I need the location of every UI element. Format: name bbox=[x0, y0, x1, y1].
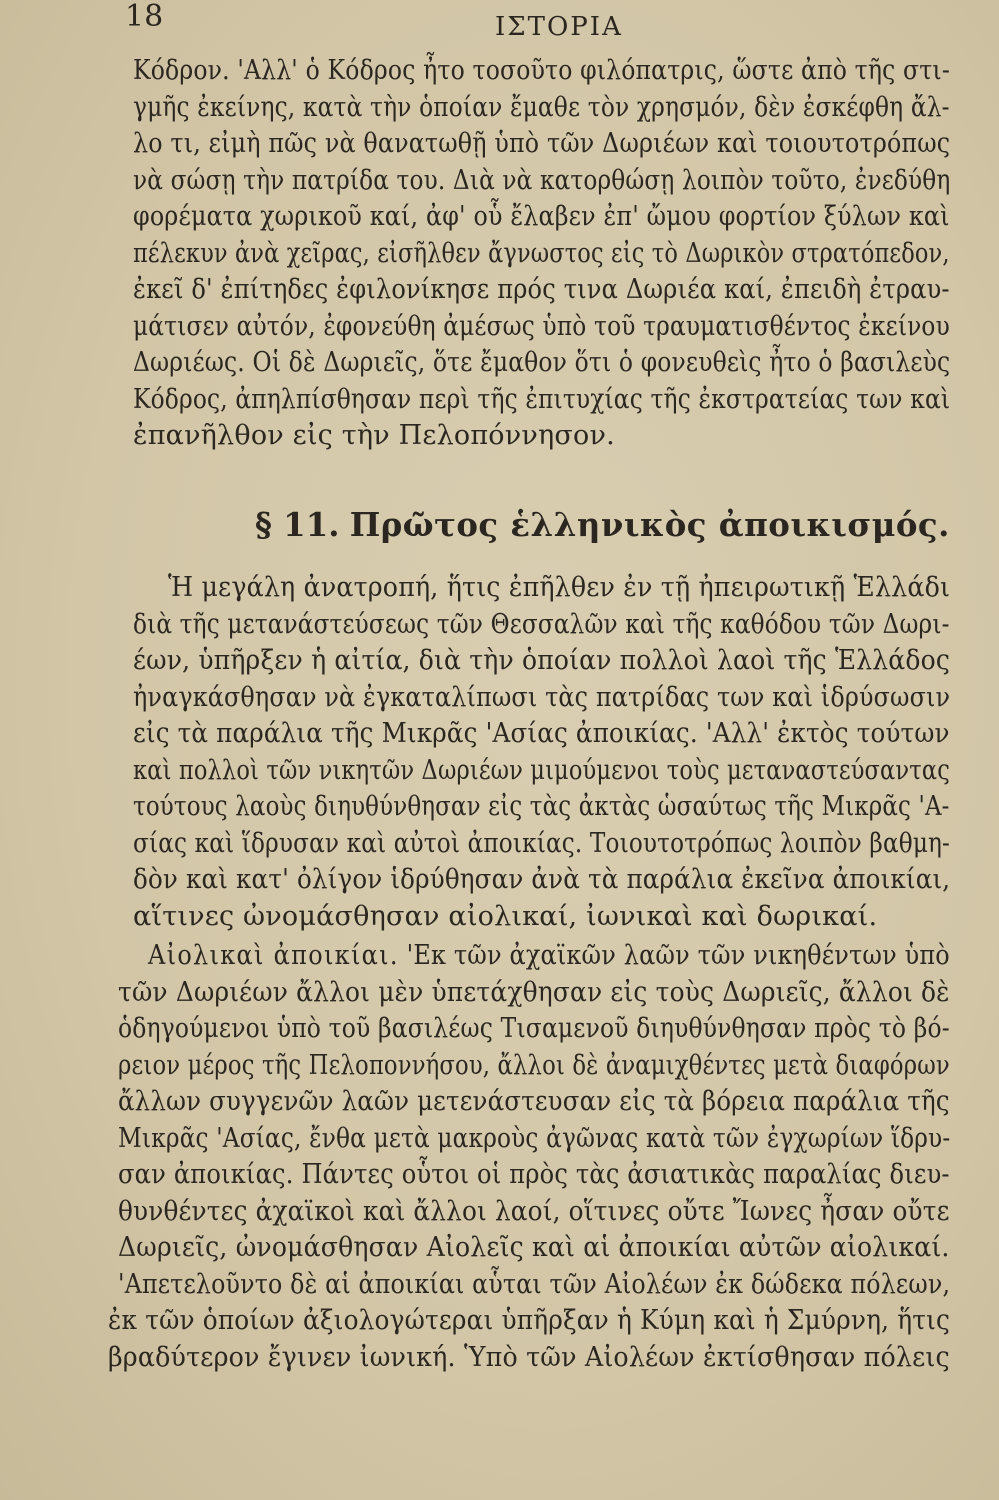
page-number: 18 bbox=[125, 0, 164, 34]
text-line: ὁδηγούμενοι ὑπὸ τοῦ βασιλέως Τισαμενοῦ διηυθύνθησαν πρὸς τὸ βό- bbox=[118, 1013, 950, 1044]
text-line: γμῆς ἐκείνης, κατὰ τὴν ὁποίαν ἔμαθε τὸν χρησμόν, δὲν ἐσκέφθη ἄλ- bbox=[133, 92, 950, 123]
text-line: 'Απετελοῦντο δὲ αἱ ἀποικίαι αὗται τῶν Αἰολέων ἐκ δώδεκα πόλεων, bbox=[118, 1269, 951, 1300]
text-line: Δωριεῖς, ὠνομάσθησαν Αἰολεῖς καὶ αἱ ἀποικίαι αὐτῶν αἰολικαί. bbox=[118, 1232, 950, 1263]
text-line: ἐπανῆλθον εἰς τὴν Πελοπόννησον. bbox=[133, 420, 615, 451]
text-line: σαν ἀποικίας. Πάντες οὗτοι οἱ πρὸς τὰς ἀσιατικὰς παραλίας διευ- bbox=[118, 1159, 950, 1190]
text-line: τῶν Δωριέων ἄλλοι μὲν ὑπετάχθησαν εἰς τοὺς Δωριεῖς, ἄλλοι δὲ bbox=[118, 977, 950, 1008]
text-line: λο τι, εἰμὴ πῶς νὰ θανατωθῇ ὑπὸ τῶν Δωριέων καὶ τοιουτοτρόπως bbox=[133, 128, 951, 159]
text-line: Δωριέως. Οἱ δὲ Δωριεῖς, ὅτε ἔμαθον ὅτι ὁ φονευθεὶς ἦτο ὁ βασιλεὺς bbox=[133, 347, 951, 378]
section-title: Πρῶτος ἑλληνικὸς ἀποικισμός. bbox=[349, 505, 950, 544]
text-line: βραδύτερον ἔγινεν ἰωνική. Ὑπὸ τῶν Αἰολέων ἐκτίσθησαν πόλεις bbox=[108, 1342, 950, 1373]
text-line: ἐκεῖ δ' ἐπίτηδες ἐφιλονίκησε πρός τινα Δωριέα καί, ἐπειδὴ ἐτραυ- bbox=[133, 274, 950, 305]
text-line: έων, ὑπῆρξεν ἡ αἰτία, διὰ τὴν ὁποίαν πολλοὶ λαοὶ τῆς Ἑλλάδος bbox=[133, 645, 951, 676]
text-line: διὰ τῆς μετανάστεύσεως τῶν Θεσσαλῶν καὶ τῆς καθόδου τῶν Δωρι- bbox=[133, 609, 950, 640]
text-line: μάτισεν αὐτόν, ἐφονεύθη ἀμέσως ὑπὸ τοῦ τραυματισθέντος ἐκείνου bbox=[133, 311, 950, 342]
text-line: ρειον μέρος τῆς Πελοποννήσου, ἄλλοι δὲ ἀναμιχθέντες μετὰ διαφόρων bbox=[118, 1050, 950, 1081]
text-line: τούτους λαοὺς διηυθύνθησαν εἰς τὰς ἀκτὰς ὡσαύτως τῆς Μικρᾶς 'Α- bbox=[133, 791, 950, 822]
text-line: Ἡ μεγάλη ἀνατροπή, ἥτις ἐπῆλθεν ἐν τῇ ἠπειρωτικῇ Ἑλλάδι bbox=[168, 572, 951, 603]
text-line: φορέματα χωρικοῦ καί, ἀφ' οὗ ἔλαβεν ἐπ' ὤμου φορτίον ξύλων καὶ bbox=[133, 201, 950, 232]
text-line: ἄλλων συγγενῶν λαῶν μετενάστευσαν εἰς τὰ βόρεια παράλια τῆς bbox=[118, 1086, 950, 1117]
text-line bbox=[148, 940, 950, 972]
text-line: καὶ πολλοὶ τῶν νικητῶν Δωριέων μιμούμενοι τοὺς μεταναστεύσαντας bbox=[133, 755, 950, 786]
running-head: ΙΣΤΟΡΙΑ bbox=[495, 12, 623, 42]
text-line: Κόδρος, ἀπηλπίσθησαν περὶ τῆς ἐπιτυχίας τῆς ἐκστρατείας των καὶ bbox=[133, 384, 951, 415]
text-line: Κόδρον. 'Αλλ' ὁ Κόδρος ἦτο τοσοῦτο φιλόπατρις, ὥστε ἀπὸ τῆς στι- bbox=[133, 55, 950, 86]
paragraph-lead: Αἰολικαὶ ἀποικίαι. bbox=[148, 940, 399, 971]
text-line: Μικρᾶς 'Ασίας, ἔνθα μετὰ μακροὺς ἀγῶνας κατὰ τῶν ἐγχωρίων ἵδρυ- bbox=[118, 1123, 951, 1154]
text-line: πέλεκυν ἀνὰ χεῖρας, εἰσῆλθεν ἄγνωστος εἰς τὸ Δωρικὸν στρατόπεδον, bbox=[133, 238, 950, 269]
section-heading bbox=[255, 505, 950, 545]
text-line: δὸν καὶ κατ' ὀλίγον ἱδρύθησαν ἀνὰ τὰ παράλια ἐκεῖνα ἀποικίαι, bbox=[133, 864, 951, 895]
text-line: εἰς τὰ παράλια τῆς Μικρᾶς 'Ασίας ἀποικίας. 'Αλλ' ἐκτὸς τούτων bbox=[133, 718, 950, 749]
section-number: § 11. bbox=[255, 505, 340, 544]
text-line: σίας καὶ ἵδρυσαν καὶ αὐτοὶ ἀποικίας. Τοιουτοτρόπως λοιπὸν βαθμη- bbox=[133, 828, 951, 859]
text-line: αἵτινες ὠνομάσθησαν αἰολικαί, ἰωνικαὶ καὶ δωρικαί. bbox=[133, 901, 878, 932]
text-line: ἠναγκάσθησαν νὰ ἐγκαταλίπωσι τὰς πατρίδας των καὶ ἱδρύσωσιν bbox=[133, 682, 951, 713]
text-line: θυνθέντες ἀχαϊκοὶ καὶ ἄλλοι λαοί, οἵτινες οὔτε Ἴωνες ἦσαν οὔτε bbox=[118, 1196, 950, 1227]
text-line: ἐκ τῶν ὁποίων ἀξιολογώτεραι ὑπῆρξαν ἡ Κύμη καὶ ἡ Σμύρνη, ἥτις bbox=[108, 1305, 951, 1336]
text-run: 'Εκ τῶν ἀχαϊκῶν λαῶν τῶν νικηθέντων ὑπὸ bbox=[398, 940, 950, 971]
text-line: νὰ σώσῃ τὴν πατρίδα του. Διὰ νὰ κατορθώσῃ λοιπὸν τοῦτο, ἐνεδύθη bbox=[133, 165, 951, 196]
